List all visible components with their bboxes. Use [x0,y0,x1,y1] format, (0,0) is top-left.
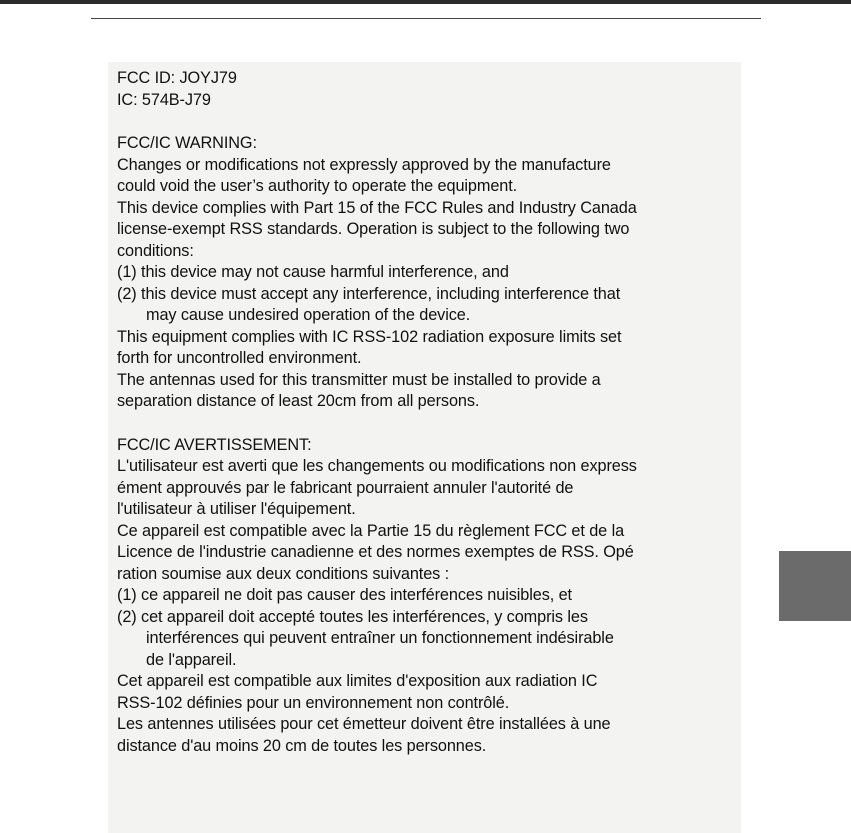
french-condition-2-continued: de l'appareil. [146,650,237,669]
french-warning-line: Ce appareil est compatible avec la Partie 15 du règlement FCC et de la [117,521,625,540]
french-condition-2-continued: interférences qui peuvent entraîner un fonctionnement indésirable [146,629,614,647]
section-spacer [117,413,747,435]
english-warning-heading: FCC/IC WARNING: [117,134,257,152]
french-warning-line: ément approuvés par le fabricant pourraient annuler l'autorité de [117,478,574,497]
fcc-id-line: FCC ID: JOYJ79 [117,69,237,87]
english-warning-line: This device complies with Part 15 of the FCC Rules and Industry Canada [117,198,637,217]
french-warning-line: RSS-102 définies pour un environnement non contrôlé. [117,693,510,712]
english-condition-2-continued: may cause undesired operation of the device. [146,306,471,324]
english-warning-line: license-exempt RSS standards. Operation is subject to the following two [117,220,630,238]
english-warning-section [117,133,747,413]
section-spacer [117,111,747,133]
french-condition-2: (2) cet appareil doit accepté toutes les interférences, y compris les [117,607,588,626]
french-warning-line: Cet appareil est compatible aux limites d'exposition aux radiation IC [117,672,598,690]
header-rule [91,18,761,19]
ic-id-line: IC: 574B-J79 [117,90,211,109]
french-warning-line: L'utilisateur est averti que les changements ou modifications non express [117,457,637,475]
french-condition-1: (1) ce appareil ne doit pas causer des interférences nuisibles, et [117,586,572,604]
english-warning-line: The antennas used for this transmitter must be installed to provide a [117,370,601,389]
english-warning-line: conditions: [117,241,194,260]
english-warning-line: forth for uncontrolled environment. [117,349,362,367]
french-warning-line: Licence de l'industrie canadienne et des normes exemptes de RSS. Opé [117,543,634,561]
english-condition-2: (2) this device must accept any interference, including interference that [117,284,621,303]
french-warning-line: ration soumise aux deux conditions suivantes : [117,564,450,583]
english-warning-line: Changes or modifications not expressly approved by the manufacture [117,155,611,174]
english-warning-line: could void the user’s authority to operate the equipment. [117,177,518,195]
english-warning-line: separation distance of least 20cm from all persons. [117,392,480,410]
english-condition-1: (1) this device may not cause harmful interference, and [117,263,509,281]
french-warning-line: Les antennes utilisées pour cet émetteur doivent être installées à une [117,715,611,733]
page-top-bar [0,0,851,4]
regulatory-notice [117,68,747,757]
french-warning-line: l'utilisateur à utiliser l'équipement. [117,500,356,518]
french-warning-heading: FCC/IC AVERTISSEMENT: [117,435,312,454]
french-warning-section [117,435,747,758]
french-warning-line: distance d'au moins 20 cm de toutes les personnes. [117,736,487,755]
chapter-side-tab [779,551,851,621]
english-warning-line: This equipment complies with IC RSS-102 radiation exposure limits set [117,327,622,346]
